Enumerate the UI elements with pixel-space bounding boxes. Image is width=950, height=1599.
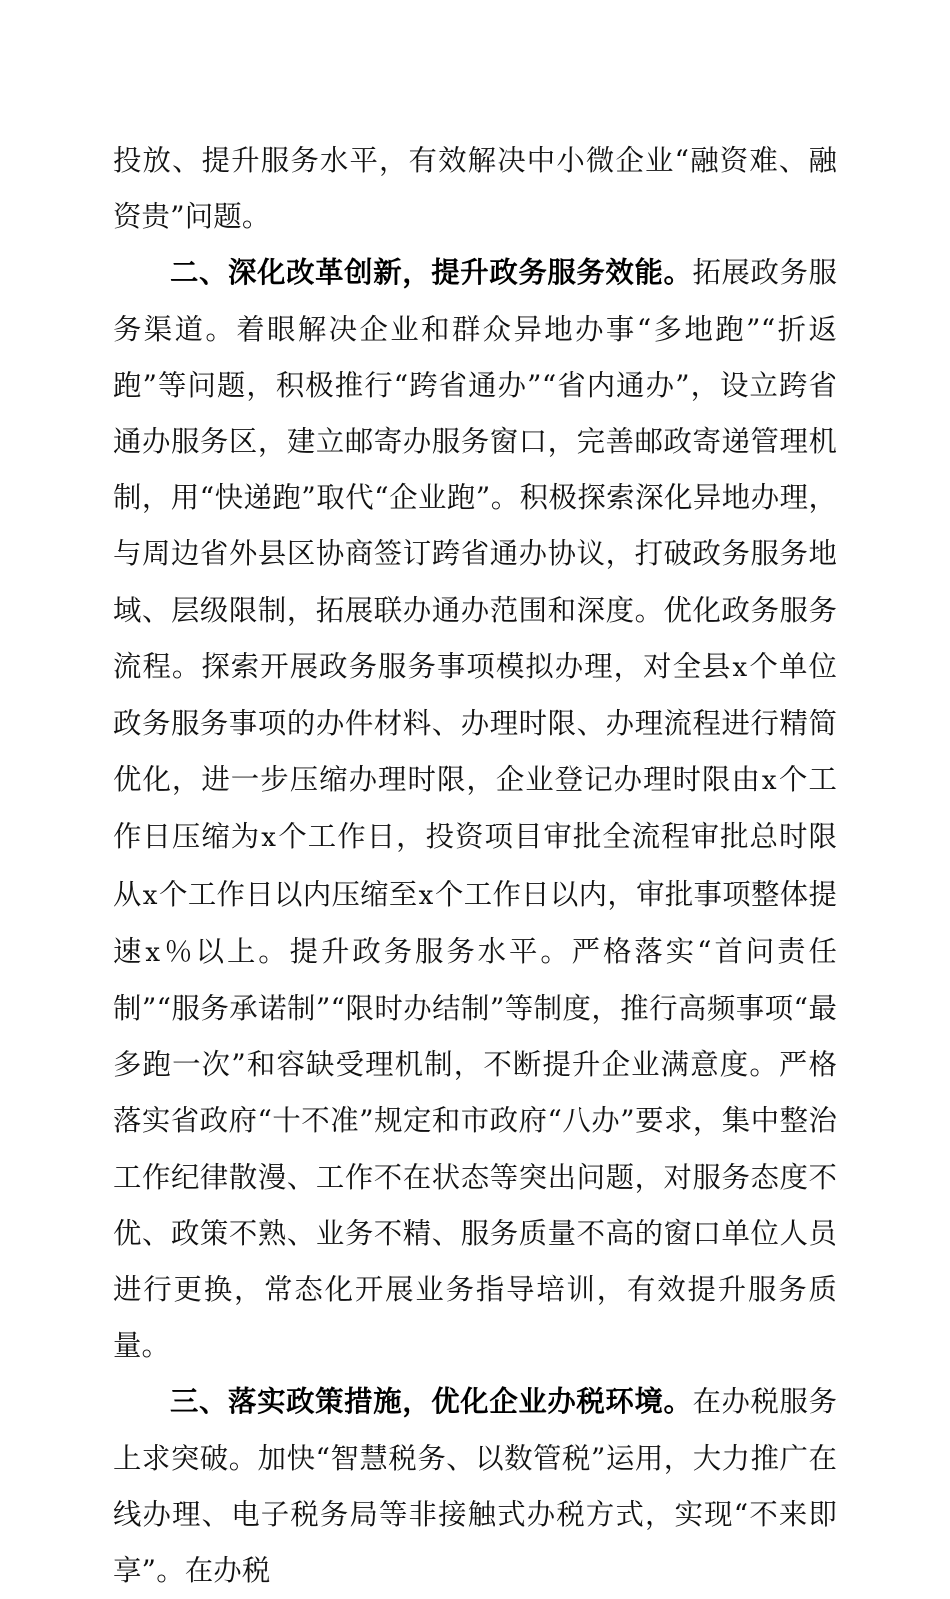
body-text-run: 投放、提升服务水平，有效解决中小微企业“融资难、融资贵”问题。 [113, 144, 837, 234]
numeric-placeholder: x [261, 823, 277, 854]
body-text-run: 个单位政务服务事项的办件材料、办理时限、办理流程进行精简优化，进一步压缩办理时限，企业登记办理时限由 [113, 649, 837, 797]
body-text-run: 个工作日以内，审批事项整体提速 [113, 877, 837, 968]
body-text-run: ％以上。提升政务服务水平。严格落实“首问责任制”“服务承诺制”“限时办结制”等制度，推行高频事项“最多跑一次”和容缺受理机制，不断提升企业满意度。严格落实省政府“十不准”规定和市政府“八办”要求，集中整治工作纪律散漫、工作不在状态等突出问题，对服务态度不优、政策不熟、业务不精、服务质量不高的窗口单位人员进行更换，常态化开展业务指导培训，有效提升服务质量。 [113, 934, 837, 1363]
document-text-column [113, 133, 837, 1599]
numeric-placeholder: x [418, 880, 434, 911]
section-heading-run: 二、深化改革创新，提升政务服务效能。 [170, 257, 693, 290]
body-text-run: 个工作日，投资项目审批全流程审批总时限从 [113, 820, 837, 911]
numeric-placeholder: x [145, 937, 161, 968]
body-text-run: 个工作日压缩为 [113, 763, 837, 854]
paragraph-financing-continued [113, 133, 837, 245]
paragraph-section-three [113, 1374, 837, 1599]
body-text-run: 个工作日以内压缩至 [158, 877, 418, 911]
numeric-placeholder: x [732, 652, 748, 683]
numeric-placeholder: x [142, 880, 158, 911]
paragraph-section-two [113, 245, 837, 1374]
body-text-run: 在办税服务上求突破。加快“智慧税务、以数管税”运用，大力推广在线办理、电子税务局等非接触式办税方式，实现“不来即享”。在办税 [113, 1385, 837, 1588]
numeric-placeholder: x [761, 766, 778, 797]
body-text-run: 拓展政务服务渠道。着眼解决企业和群众异地办事“多地跑”“折返跑”等问题，积极推行“跨省通办”“省内通办”，设立跨省通办服务区，建立邮寄办服务窗口，完善邮政寄递管理机制，用“快递跑”取代“企业跑”。积极探索深化异地办理，与周边省外县区协商签订跨省通办协议，打破政务服务地域、层级限制，拓展联办通办范围和深度。优化政务服务流程。探索开展政务服务事项模拟办理，对全县 [113, 256, 837, 683]
section-heading-run: 三、落实政策措施，优化企业办税环境。 [170, 1386, 693, 1419]
